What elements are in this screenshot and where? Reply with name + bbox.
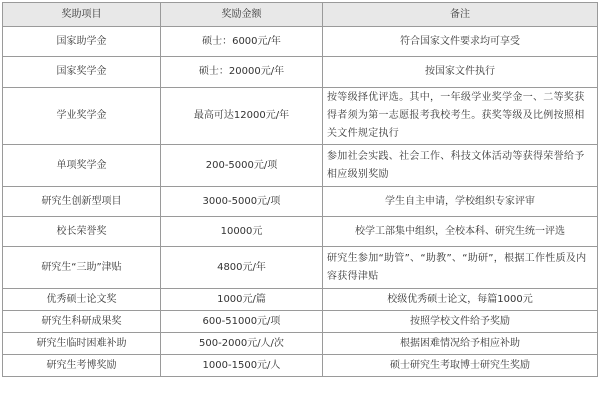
- table-body: [3, 27, 598, 377]
- table-row: [3, 88, 598, 145]
- row-project-name: 研究生考博奖励: [3, 355, 161, 377]
- table-row: [3, 247, 598, 289]
- row-note: 硕士研究生考取博士研究生奖励: [323, 355, 598, 377]
- table-header-row: [3, 3, 598, 27]
- table-row: [3, 217, 598, 247]
- row-note: 根据困难情况给予相应补助: [323, 333, 598, 355]
- row-award-amount: 500-2000元/人/次: [161, 333, 323, 355]
- table-row: [3, 145, 598, 187]
- row-project-name: 校长荣誉奖: [3, 217, 161, 247]
- row-note: 参加社会实践、社会工作、科技文体活动等获得荣誉给予相应级别奖励: [323, 145, 598, 187]
- header-note: 备注: [323, 3, 598, 27]
- scholarship-table: [2, 2, 598, 377]
- row-note: 校级优秀硕士论文，每篇1000元: [323, 289, 598, 311]
- row-project-name: 国家奖学金: [3, 57, 161, 88]
- row-award-amount: 4800元/年: [161, 247, 323, 289]
- row-award-amount: 硕士：20000元/年: [161, 57, 323, 88]
- row-note: 符合国家文件要求均可享受: [323, 27, 598, 57]
- row-award-amount: 200-5000元/项: [161, 145, 323, 187]
- row-note: 校学工部集中组织，全校本科、研究生统一评选: [323, 217, 598, 247]
- table-row: [3, 289, 598, 311]
- table-row: [3, 27, 598, 57]
- row-award-amount: 1000元/篇: [161, 289, 323, 311]
- row-award-amount: 1000-1500元/人: [161, 355, 323, 377]
- row-project-name: 优秀硕士论文奖: [3, 289, 161, 311]
- row-project-name: 研究生“三助”津贴: [3, 247, 161, 289]
- table-row: [3, 311, 598, 333]
- table-row: [3, 355, 598, 377]
- row-award-amount: 最高可达12000元/年: [161, 88, 323, 145]
- header-project: 奖助项目: [3, 3, 161, 27]
- row-project-name: 国家助学金: [3, 27, 161, 57]
- row-project-name: 研究生创新型项目: [3, 187, 161, 217]
- row-note: 按照学校文件给予奖励: [323, 311, 598, 333]
- row-award-amount: 3000-5000元/项: [161, 187, 323, 217]
- row-project-name: 研究生科研成果奖: [3, 311, 161, 333]
- row-note: 按等级择优评选。其中，一年级学业奖学金一、二等奖获得者须为第一志愿报考我校考生。获奖等级及比例按照相关文件规定执行: [323, 88, 598, 145]
- row-project-name: 单项奖学金: [3, 145, 161, 187]
- header-amount: 奖励金额: [161, 3, 323, 27]
- row-project-name: 研究生临时困难补助: [3, 333, 161, 355]
- row-note: 按国家文件执行: [323, 57, 598, 88]
- row-award-amount: 硕士：6000元/年: [161, 27, 323, 57]
- table-row: [3, 333, 598, 355]
- row-note: 研究生参加“助管”、“助教”、“助研”，根据工作性质及内容获得津贴: [323, 247, 598, 289]
- row-award-amount: 600-51000元/项: [161, 311, 323, 333]
- row-note: 学生自主申请，学校组织专家评审: [323, 187, 598, 217]
- table-row: [3, 187, 598, 217]
- table-header: [3, 3, 598, 27]
- row-project-name: 学业奖学金: [3, 88, 161, 145]
- row-award-amount: 10000元: [161, 217, 323, 247]
- table-row: [3, 57, 598, 88]
